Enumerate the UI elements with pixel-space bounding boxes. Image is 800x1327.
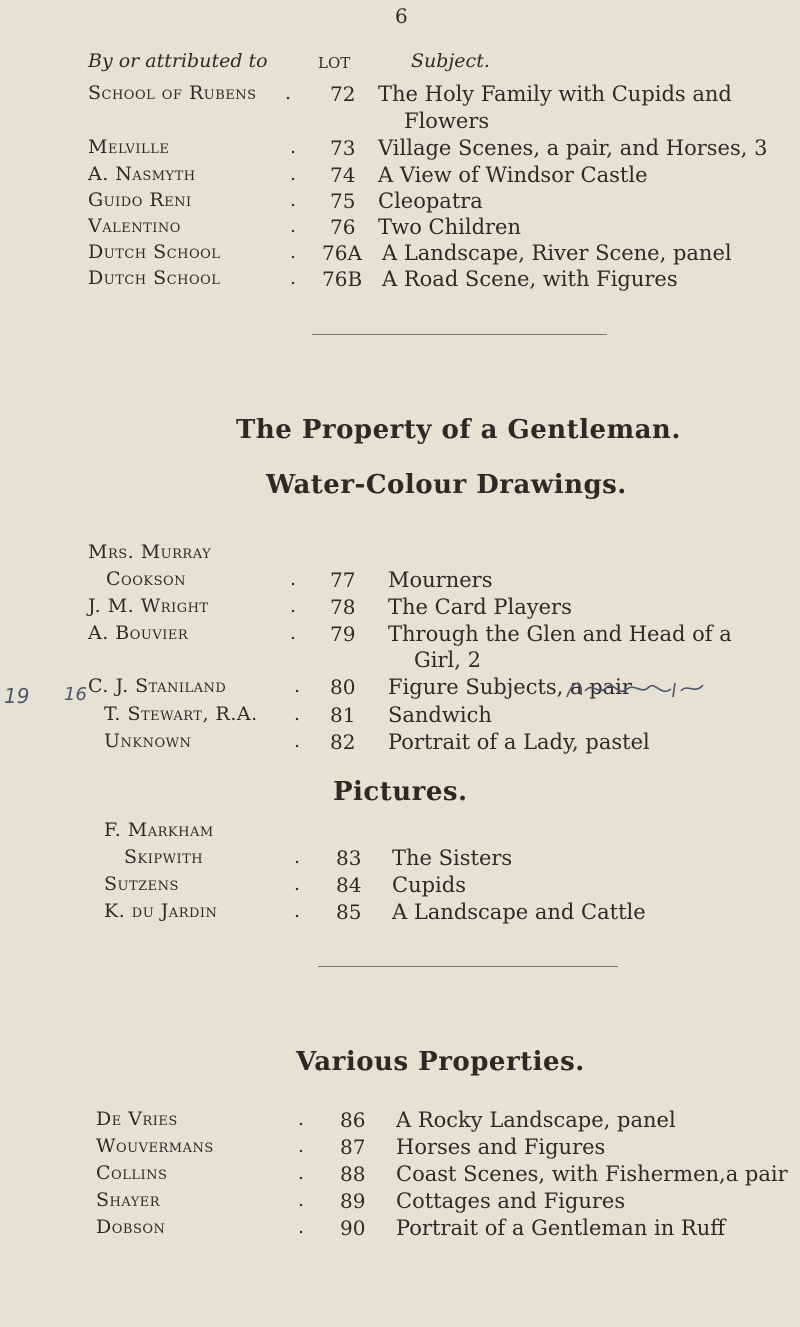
lot-number: 76B	[322, 267, 363, 291]
leader-dot: .	[290, 241, 297, 263]
lot-row	[0, 215, 800, 241]
lot-subject: Through the Glen and Head of a	[388, 622, 732, 646]
lot-row	[0, 267, 800, 293]
artist-name: Shayer	[96, 1189, 161, 1211]
lot-subject: A Road Scene, with Figures	[382, 267, 678, 291]
lot-number: 83	[336, 846, 362, 870]
lot-subject: Cupids	[392, 873, 466, 897]
lot-number: 77	[330, 568, 356, 592]
lot-subject: Horses and Figures	[396, 1135, 606, 1159]
artist-name: Guido Reni	[88, 189, 192, 211]
artist-name-cont: Cookson	[106, 568, 187, 590]
artist-name: A. Bouvier	[88, 622, 189, 644]
lot-subject: Two Children	[378, 215, 522, 239]
lot-subject: The Sisters	[392, 846, 513, 870]
lot-subject: Cottages and Figures	[396, 1189, 626, 1213]
artist-name: Mrs. Murray	[88, 541, 212, 563]
lot-subject: Coast Scenes, with Fishermen,a pair	[396, 1162, 788, 1186]
leader-dot: .	[298, 1162, 305, 1184]
artist-name: A. Nasmyth	[88, 163, 196, 185]
leader-dot: .	[290, 568, 297, 590]
leader-dot: .	[290, 163, 297, 185]
lot-number: 86	[340, 1108, 366, 1132]
lot-subject: A View of Windsor Castle	[378, 163, 648, 187]
lot-row-continuation	[0, 648, 800, 674]
leader-dot: .	[294, 900, 301, 922]
lot-subject: A Landscape, River Scene, panel	[382, 241, 732, 265]
lot-row	[0, 1189, 800, 1215]
lot-number: 81	[330, 703, 356, 727]
section-title: Various Properties.	[296, 1047, 585, 1077]
leader-dot: .	[290, 136, 297, 158]
lot-row	[0, 622, 800, 648]
lot-number: 79	[330, 622, 356, 646]
artist-name: Melville	[88, 136, 170, 158]
leader-dot: .	[298, 1108, 305, 1130]
lot-number: 80	[330, 675, 356, 699]
header-lot-label: LOT	[318, 54, 351, 72]
lot-row	[0, 730, 800, 756]
lot-number: 73	[330, 136, 356, 160]
lot-number: 82	[330, 730, 356, 754]
artist-name: Dutch School	[88, 267, 221, 289]
lot-number: 85	[336, 900, 362, 924]
lot-number: 78	[330, 595, 356, 619]
lot-row	[0, 136, 800, 162]
lot-subject: Portrait of a Lady, pastel	[388, 730, 650, 754]
artist-name: J. M. Wright	[88, 595, 209, 617]
leader-dot: .	[294, 703, 301, 725]
lot-number: 90	[340, 1216, 366, 1240]
leader-dot: .	[290, 189, 297, 211]
leader-dot: .	[294, 675, 301, 697]
leader-dot: .	[298, 1216, 305, 1238]
artist-name: Collins	[96, 1162, 168, 1184]
artist-name: Dobson	[96, 1216, 166, 1238]
header-subject-label: Subject.	[411, 50, 490, 72]
artist-name: Dutch School	[88, 241, 221, 263]
lot-number: 84	[336, 873, 362, 897]
artist-name: Sutzens	[104, 873, 179, 895]
section-title: The Property of a Gentleman.	[236, 415, 681, 445]
section-title: Pictures.	[333, 777, 468, 807]
leader-dot: .	[290, 215, 297, 237]
divider-rule	[318, 966, 618, 967]
lot-row	[0, 595, 800, 621]
artist-name: T. Stewart, R.A.	[104, 703, 258, 725]
artist-name: School of Rubens	[88, 82, 257, 104]
leader-dot: .	[294, 846, 301, 868]
lot-number: 76	[330, 215, 356, 239]
lot-number: 75	[330, 189, 356, 213]
leader-dot: .	[294, 873, 301, 895]
leader-dot: .	[290, 595, 297, 617]
section-subtitle: Water-Colour Drawings.	[266, 470, 627, 500]
lot-row	[0, 241, 800, 267]
lot-number: 87	[340, 1135, 366, 1159]
lot-row	[0, 900, 800, 926]
lot-number: 76A	[322, 241, 362, 265]
leader-dot: .	[290, 267, 297, 289]
artist-name: De Vries	[96, 1108, 178, 1130]
leader-dot: .	[294, 730, 301, 752]
artist-name: Unknown	[104, 730, 192, 752]
lot-subject: Figure Subjects, a pair	[388, 675, 632, 699]
handwritten-annotation	[563, 677, 713, 701]
lot-subject-cont: Flowers	[404, 109, 490, 133]
lot-number: 88	[340, 1162, 366, 1186]
lot-row	[0, 846, 800, 872]
page-number: 6	[395, 4, 408, 28]
lot-subject-cont: Girl, 2	[414, 648, 481, 672]
leader-dot: .	[298, 1189, 305, 1211]
artist-name-cont: Skipwith	[124, 846, 204, 868]
margin-note-16: 16	[64, 684, 87, 705]
lot-subject: Village Scenes, a pair, and Horses, 3	[378, 136, 768, 160]
lot-subject: Mourners	[388, 568, 493, 592]
artist-name: Valentino	[88, 215, 181, 237]
header-artist-label: By or attributed to	[88, 50, 268, 72]
lot-subject: Portrait of a Gentleman in Ruff	[396, 1216, 726, 1240]
lot-number: 74	[330, 163, 356, 187]
lot-row-continuation	[0, 109, 800, 135]
artist-name: K. du Jardin	[104, 900, 218, 922]
lot-subject: Cleopatra	[378, 189, 483, 213]
leader-dot: .	[285, 82, 292, 104]
lot-subject: The Card Players	[388, 595, 572, 619]
margin-note-19: 19	[4, 684, 30, 708]
lot-row	[0, 1162, 800, 1188]
artist-name: F. Markham	[104, 819, 214, 841]
divider-rule	[312, 334, 607, 335]
lot-row	[0, 568, 800, 594]
lot-row	[0, 163, 800, 189]
lot-row	[0, 189, 800, 215]
lot-subject: Sandwich	[388, 703, 492, 727]
artist-name: Wouvermans	[96, 1135, 214, 1157]
lot-number: 72	[330, 82, 356, 106]
lot-subject: A Landscape and Cattle	[392, 900, 646, 924]
lot-subject: The Holy Family with Cupids and	[378, 82, 732, 106]
lot-row	[0, 82, 800, 108]
lot-number: 89	[340, 1189, 366, 1213]
lot-subject: A Rocky Landscape, panel	[396, 1108, 676, 1132]
lot-row	[0, 541, 800, 567]
leader-dot: .	[290, 622, 297, 644]
lot-row	[0, 819, 800, 845]
artist-name: C. J. Staniland	[88, 675, 227, 697]
leader-dot: .	[298, 1135, 305, 1157]
lot-row	[0, 1216, 800, 1242]
lot-row	[0, 1108, 800, 1134]
lot-row	[0, 873, 800, 899]
lot-row	[0, 1135, 800, 1161]
lot-row	[0, 703, 800, 729]
